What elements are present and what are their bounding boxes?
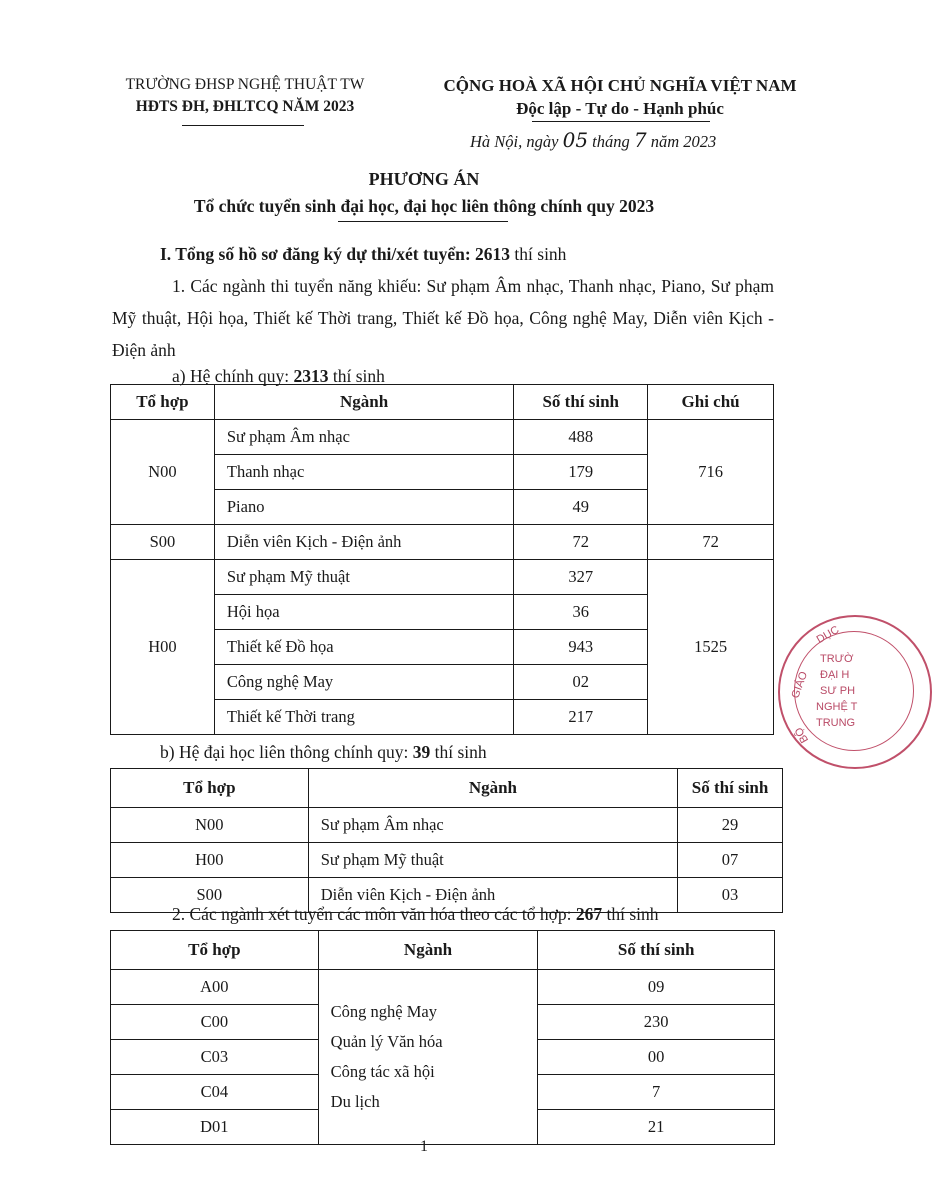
table-row: H00 Sư phạm Mỹ thuật 327 1525: [111, 560, 774, 595]
sub-b-heading: b) Hệ đại học liên thông chính quy: 39 thí sinh: [160, 742, 487, 762]
table-row: S00 Diễn viên Kịch - Điện ảnh 72 72: [111, 525, 774, 560]
handwritten-month: 7: [633, 128, 647, 152]
table-row: Thiết kế Thời trang 217: [111, 700, 774, 735]
motto: Độc lập - Tự do - Hạnh phúc: [516, 99, 724, 118]
item2-heading: 2. Các ngành xét tuyển các môn văn hóa theo các tổ hợp: 267 thí sinh: [172, 904, 659, 924]
document-subtitle: Tổ chức tuyển sinh đại học, đại học liên thông chính quy 2023: [193, 196, 655, 216]
table-row: S00 Diễn viên Kịch - Điện ảnh 03: [111, 878, 783, 913]
table-row: Thiết kế Đồ họa 943: [111, 630, 774, 665]
table-interconnect: [110, 768, 783, 913]
table-regular: [110, 384, 774, 735]
document-date: Hà Nội, ngày 05 tháng 7 năm 2023: [470, 128, 717, 152]
council-name: HĐTS ĐH, ĐHLTCQ NĂM 2023: [135, 98, 355, 115]
page-number: 1: [420, 1138, 428, 1155]
table-header-row: Tổ hợp Ngành Số thí sinh: [111, 931, 775, 970]
header-right: [405, 74, 835, 120]
document-title: PHƯƠNG ÁN: [368, 169, 480, 189]
table-row: H00 Sư phạm Mỹ thuật 07: [111, 843, 783, 878]
sub-a-heading: a) Hệ chính quy: 2313 thí sinh: [172, 366, 385, 386]
table-row: D01 21: [111, 1110, 775, 1145]
item1-paragraph: 1. Các ngành thi tuyển năng khiếu: Sư phạm Âm nhạc, Thanh nhạc, Piano, Sư phạm Mỹ thuật, Hội họa, Thiết kế Thời trang, Thiết kế Đồ họa, Công nghệ May, Diễn viên Kịch - Điện ảnh: [112, 276, 774, 360]
country-name: CỘNG HOÀ XÃ HỘI CHỦ NGHĨA VIỆT NAM: [443, 76, 797, 95]
section-heading: I. Tổng số hồ sơ đăng ký dự thi/xét tuyển: 2613 thí sinh: [160, 244, 567, 264]
table-row: Công nghệ May 02: [111, 665, 774, 700]
table-header-row: Tổ hợp Ngành Số thí sinh: [111, 769, 783, 808]
table-culture-subjects: [110, 930, 775, 1145]
table-row: Thanh nhạc 179: [111, 455, 774, 490]
table-row: N00 Sư phạm Âm nhạc 488 716: [111, 420, 774, 455]
table-row: Hội họa 36: [111, 595, 774, 630]
official-stamp: GIÁO DỤC BỘ TRƯỜ ĐẠI H SƯ PH NGHỆ T TRUNG: [778, 615, 932, 769]
handwritten-day: 05: [562, 128, 589, 152]
header-left: [100, 74, 390, 118]
stamp-clip: [760, 600, 858, 800]
table-row: C03 00: [111, 1040, 775, 1075]
table-row: N00 Sư phạm Âm nhạc 29: [111, 808, 783, 843]
title-underline: [338, 221, 508, 222]
majors-cell: Công nghệ May Quản lý Văn hóa Công tác xã hội Du lịch: [318, 970, 538, 1145]
table-row: C00 230: [111, 1005, 775, 1040]
table-row: C04 7: [111, 1075, 775, 1110]
table-row: Piano 49: [111, 490, 774, 525]
school-name: TRƯỜNG ĐHSP NGHỆ THUẬT TW: [125, 76, 365, 93]
header-right-underline: [532, 121, 710, 122]
header-left-underline: [182, 125, 304, 126]
table-row: A00 Công nghệ May Quản lý Văn hóa Công tác xã hội Du lịch 09: [111, 970, 775, 1005]
table-header-row: Tổ hợp Ngành Số thí sinh Ghi chú: [111, 385, 774, 420]
